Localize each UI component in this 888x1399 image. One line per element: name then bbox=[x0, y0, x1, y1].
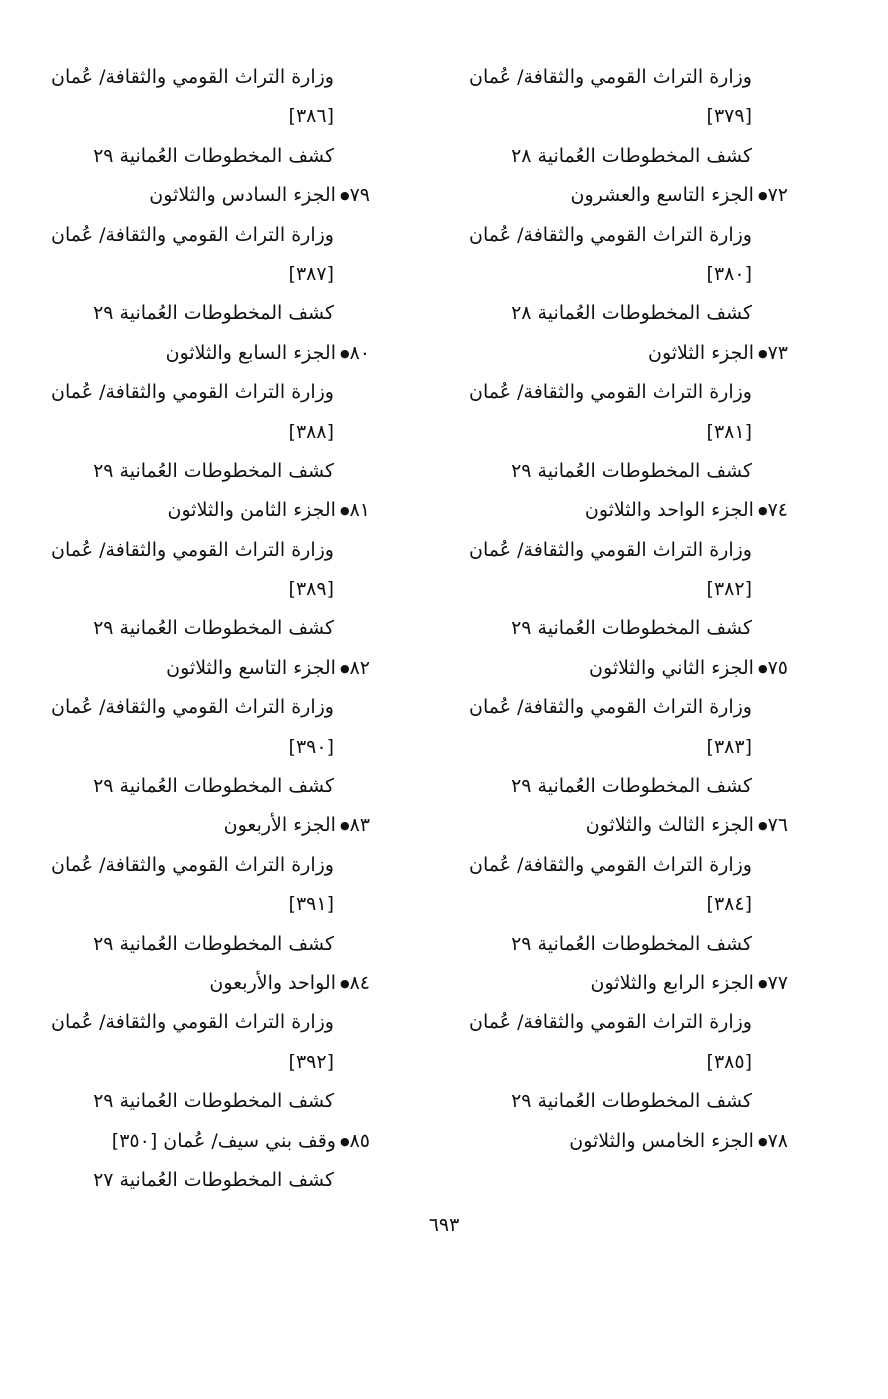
record-number: [٣٨٨] bbox=[288, 420, 334, 443]
publisher-line: وزارة التراث القومي والثقافة/ عُمان bbox=[51, 853, 334, 876]
bullet-icon: ● bbox=[339, 1134, 350, 1148]
entry-title: الجزء الواحد والثلاثون bbox=[584, 499, 754, 522]
catalog-reference: كشف المخطوطات العُمانية ٢٩ bbox=[511, 459, 752, 482]
entry-title: الجزء الثلاثون bbox=[647, 341, 754, 364]
record-number: [٣٩٢] bbox=[288, 1050, 334, 1073]
entry-number: ٨٠ bbox=[349, 341, 370, 364]
entry-heading bbox=[448, 806, 788, 845]
publisher-line: وزارة التراث القومي والثقافة/ عُمان bbox=[469, 66, 752, 88]
entry-number: ٧٤ bbox=[767, 499, 788, 522]
entry-heading bbox=[60, 649, 370, 688]
entry-number: ٨١ bbox=[349, 499, 370, 522]
record-number: [٣٨٤] bbox=[706, 893, 752, 916]
catalog-reference: كشف المخطوطات العُمانية ٢٩ bbox=[93, 1090, 334, 1113]
entry-title: الجزء الأربعون bbox=[223, 814, 336, 837]
entry-number: ٨٥ bbox=[349, 1129, 370, 1152]
catalog-reference: كشف المخطوطات العُمانية ٢٨ bbox=[511, 144, 752, 167]
publisher-line: وزارة التراث القومي والثقافة/ عُمان bbox=[469, 853, 752, 876]
publisher-line: وزارة التراث القومي والثقافة/ عُمان bbox=[469, 696, 752, 719]
entry-heading bbox=[448, 334, 788, 373]
publisher-line: وزارة التراث القومي والثقافة/ عُمان bbox=[51, 381, 334, 404]
entry-number: ٧٩ bbox=[349, 184, 370, 207]
bullet-icon: ● bbox=[757, 1134, 768, 1148]
entry-title: الجزء الثاني والثلاثون bbox=[589, 657, 754, 680]
entry-number: ٧٦ bbox=[767, 814, 788, 837]
record-number: [٣٨٧] bbox=[288, 262, 334, 285]
bullet-icon: ● bbox=[757, 346, 768, 360]
entry-heading bbox=[60, 491, 370, 530]
entry-title: الجزء السادس والثلاثون bbox=[149, 184, 336, 207]
bullet-icon: ● bbox=[757, 504, 768, 518]
publisher-line: وزارة التراث القومي والثقافة/ عُمان bbox=[469, 1011, 752, 1034]
entry-title: الجزء الثامن والثلاثون bbox=[167, 499, 336, 522]
catalog-reference: كشف المخطوطات العُمانية ٢٨ bbox=[511, 302, 752, 325]
entry-title: الجزء التاسع والثلاثون bbox=[166, 657, 336, 680]
record-number: [٣٩٠] bbox=[288, 735, 334, 758]
publisher-line: وزارة التراث القومي والثقافة/ عُمان bbox=[51, 66, 334, 88]
bullet-icon: ● bbox=[339, 504, 350, 518]
bullet-icon: ● bbox=[757, 661, 768, 675]
catalog-reference: كشف المخطوطات العُمانية ٢٩ bbox=[93, 775, 334, 798]
catalog-reference: كشف المخطوطات العُمانية ٢٩ bbox=[93, 932, 334, 955]
bullet-icon: ● bbox=[757, 976, 768, 990]
bullet-icon: ● bbox=[339, 346, 350, 360]
entry-heading bbox=[448, 964, 788, 1003]
entry-number: ٧٣ bbox=[767, 341, 788, 364]
publisher-line: وزارة التراث القومي والثقافة/ عُمان bbox=[469, 538, 752, 561]
entry-title: الواحد والأربعون bbox=[209, 972, 336, 995]
bullet-icon: ● bbox=[339, 819, 350, 833]
entry-number: ٧٥ bbox=[767, 657, 788, 680]
entry-heading bbox=[448, 649, 788, 688]
record-number: [٣٨٣] bbox=[706, 735, 752, 758]
right-column bbox=[448, 58, 788, 1161]
entry-heading bbox=[448, 176, 788, 215]
catalog-reference: كشف المخطوطات العُمانية ٢٩ bbox=[93, 144, 334, 167]
publisher-line: وزارة التراث القومي والثقافة/ عُمان bbox=[469, 381, 752, 404]
entry-title: الجزء الخامس والثلاثون bbox=[569, 1129, 754, 1152]
catalog-reference: كشف المخطوطات العُمانية ٢٩ bbox=[93, 459, 334, 482]
record-number: [٣٨٦] bbox=[288, 105, 334, 128]
record-number: [٣٨٥] bbox=[706, 1050, 752, 1073]
publisher-line: وزارة التراث القومي والثقافة/ عُمان bbox=[51, 696, 334, 719]
publisher-line: وزارة التراث القومي والثقافة/ عُمان bbox=[51, 223, 334, 246]
catalog-reference: كشف المخطوطات العُمانية ٢٩ bbox=[93, 617, 334, 640]
entry-title: وقف بني سيف/ عُمان [٣٥٠] bbox=[111, 1129, 336, 1152]
entry-number: ٧٢ bbox=[767, 184, 788, 207]
entry-heading bbox=[60, 1122, 370, 1161]
record-number: [٣٩١] bbox=[288, 893, 334, 916]
entry-title: الجزء التاسع والعشرون bbox=[570, 184, 754, 207]
entry-heading bbox=[60, 334, 370, 373]
left-column bbox=[51, 58, 370, 1200]
record-number: [٣٨٩] bbox=[288, 578, 334, 601]
entry-number: ٨٣ bbox=[349, 814, 370, 837]
bullet-icon: ● bbox=[339, 189, 350, 203]
entry-title: الجزء الرابع والثلاثون bbox=[590, 972, 754, 995]
entry-number: ٧٨ bbox=[767, 1129, 788, 1152]
entry-heading bbox=[60, 176, 370, 215]
publisher-line: وزارة التراث القومي والثقافة/ عُمان bbox=[51, 1011, 334, 1034]
page-number: ٦٩٣ bbox=[428, 1214, 460, 1236]
catalog-reference: كشف المخطوطات العُمانية ٢٩ bbox=[511, 617, 752, 640]
bullet-icon: ● bbox=[757, 819, 768, 833]
record-number: [٣٨٢] bbox=[706, 578, 752, 601]
record-number: [٣٨١] bbox=[706, 420, 752, 443]
publisher-line: وزارة التراث القومي والثقافة/ عُمان bbox=[51, 538, 334, 561]
catalog-reference: كشف المخطوطات العُمانية ٢٩ bbox=[511, 932, 752, 955]
entry-number: ٧٧ bbox=[767, 972, 788, 995]
record-number: [٣٧٩] bbox=[706, 105, 752, 128]
entry-heading bbox=[448, 491, 788, 530]
entry-number: ٨٢ bbox=[349, 657, 370, 680]
record-number: [٣٨٠] bbox=[706, 262, 752, 285]
publisher-line: وزارة التراث القومي والثقافة/ عُمان bbox=[469, 223, 752, 246]
catalog-reference: كشف المخطوطات العُمانية ٢٩ bbox=[511, 1090, 752, 1113]
catalog-reference: كشف المخطوطات العُمانية ٢٩ bbox=[93, 302, 334, 325]
entry-title: الجزء الثالث والثلاثون bbox=[585, 814, 754, 837]
bullet-icon: ● bbox=[339, 661, 350, 675]
catalog-reference: كشف المخطوطات العُمانية ٢٧ bbox=[93, 1168, 334, 1191]
entry-heading bbox=[448, 1122, 788, 1161]
entry-heading bbox=[60, 806, 370, 845]
bullet-icon: ● bbox=[339, 976, 350, 990]
bullet-icon: ● bbox=[757, 189, 768, 203]
entry-heading bbox=[60, 964, 370, 1003]
entry-title: الجزء السابع والثلاثون bbox=[165, 341, 336, 364]
entry-number: ٨٤ bbox=[349, 972, 370, 995]
catalog-reference: كشف المخطوطات العُمانية ٢٩ bbox=[511, 775, 752, 798]
